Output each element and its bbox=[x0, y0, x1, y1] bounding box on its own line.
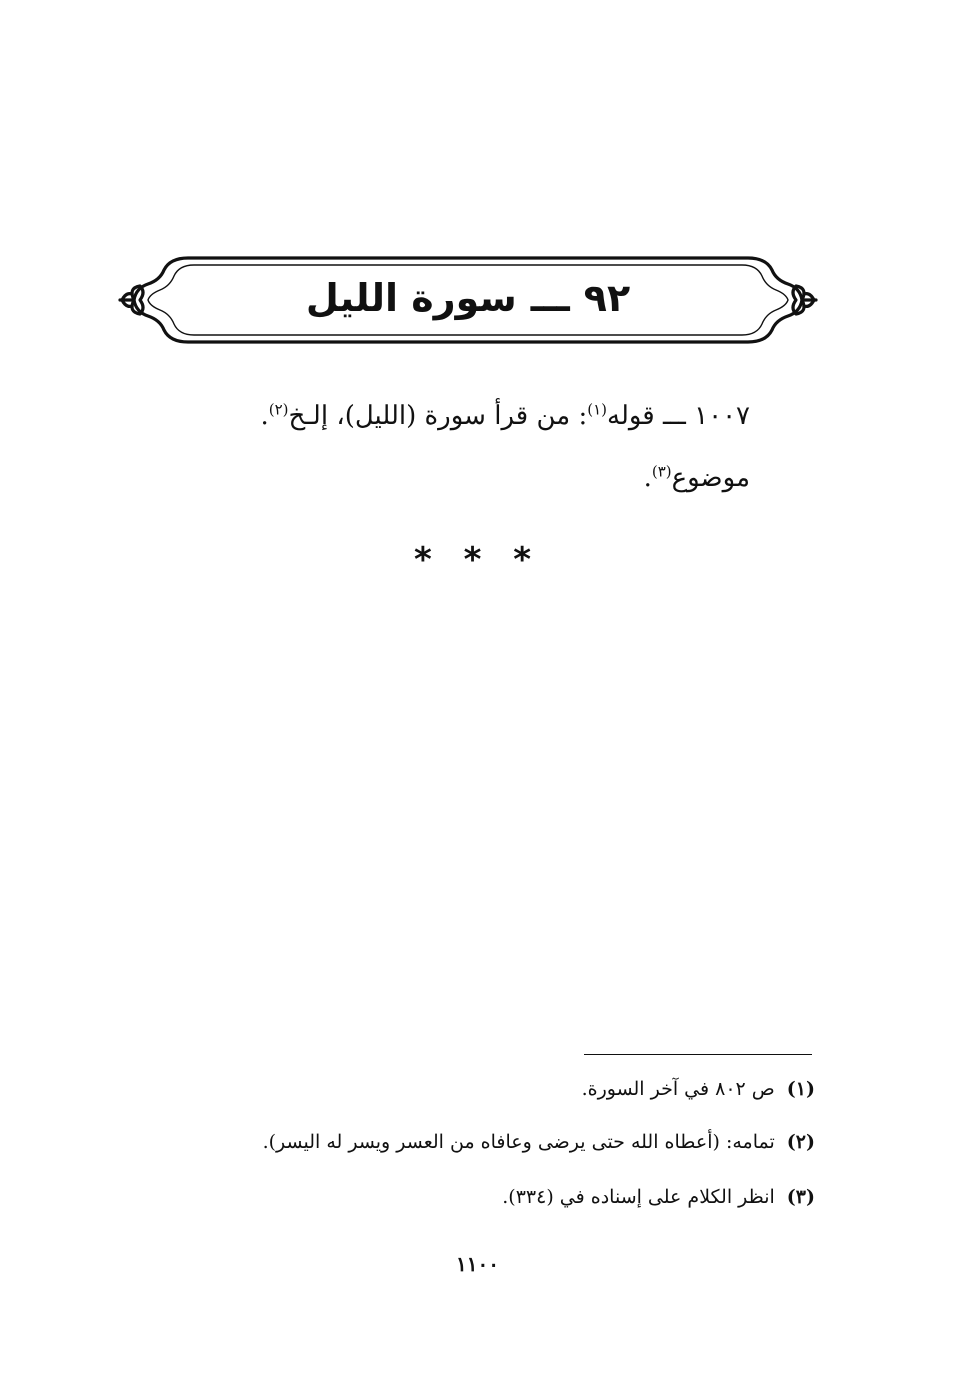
footnote-divider bbox=[584, 1054, 812, 1055]
entry-dash: ـــ bbox=[663, 401, 686, 431]
entry-number: ١٠٠٧ bbox=[694, 401, 750, 431]
footnote-1 bbox=[175, 1074, 815, 1104]
hadith-verdict bbox=[190, 458, 750, 498]
entry-lead: قوله bbox=[607, 401, 655, 431]
footnote-text: انظر الكلام على إسناده في (٣٣٤). bbox=[502, 1186, 775, 1208]
section-separator: * * * bbox=[413, 540, 541, 580]
chapter-title-frame bbox=[112, 248, 824, 352]
footnote-ref-2[interactable]: (٢) bbox=[268, 400, 289, 419]
entry-end: . bbox=[260, 401, 269, 431]
chapter-title bbox=[112, 270, 824, 326]
footnote-text: تمامه: (أعطاه الله حتى يرضى وعافاه من العسر ويسر له اليسر). bbox=[262, 1131, 775, 1153]
chapter-name: سورة الليل bbox=[305, 276, 517, 320]
entry-text: : من قرأ سورة (الليل)، إلـخ bbox=[288, 401, 588, 431]
footnote-number: (٣) bbox=[786, 1186, 815, 1208]
footnote-text: ص ٨٠٢ في آخر السورة. bbox=[581, 1078, 775, 1100]
verdict-word: موضوع bbox=[671, 463, 750, 493]
footnote-number: (١) bbox=[786, 1078, 815, 1100]
footnote-2 bbox=[175, 1127, 815, 1157]
chapter-dash: ـــ bbox=[530, 276, 570, 320]
page-number: ١١٠٠ bbox=[456, 1252, 499, 1276]
hadith-entry bbox=[190, 396, 750, 436]
chapter-number: ٩٢ bbox=[583, 276, 631, 320]
footnote-number: (٢) bbox=[786, 1131, 815, 1153]
verdict-end: . bbox=[643, 463, 652, 493]
footnote-ref-1[interactable]: (١) bbox=[587, 400, 608, 419]
footnote-ref-3[interactable]: (٣) bbox=[651, 462, 672, 481]
footnote-3 bbox=[175, 1182, 815, 1212]
